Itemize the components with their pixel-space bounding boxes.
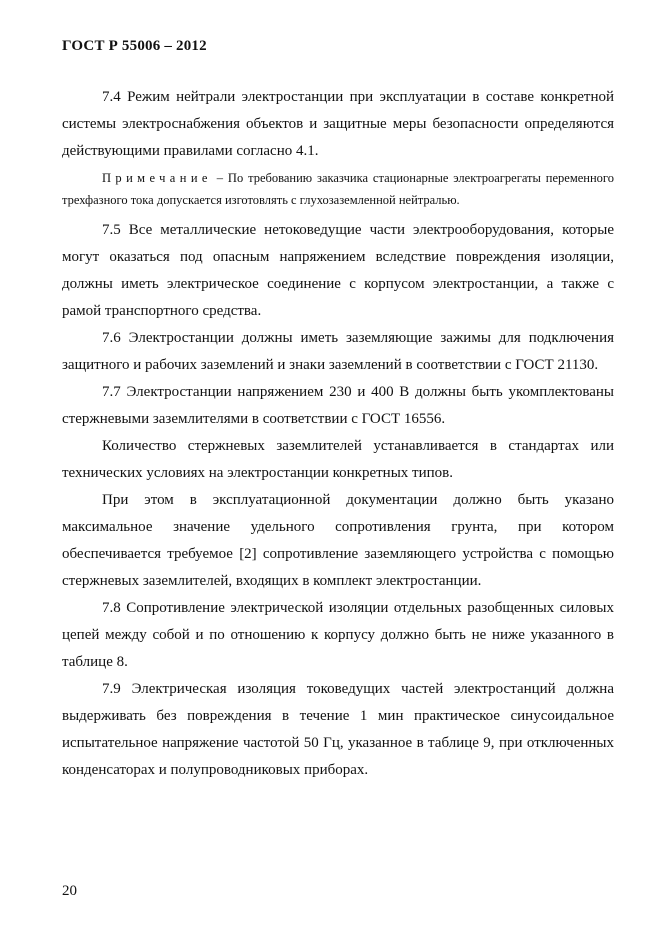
- clause-7-7-documentation: При этом в эксплуатационной документации должно быть указано максимальное значение удельного сопротивления грунта, при котором обеспечивается требуемое [2] сопротивление заземляющего устройства с помощью стержневых заземлителей, входящих в комплект электростанции.: [62, 492, 614, 589]
- note: [62, 167, 614, 211]
- clause-7-6: 7.6 Электростанции должны иметь заземляющие зажимы для подключения защитного и рабочих заземлений и знаки заземлений в соответствии с ГОСТ 21130.: [62, 330, 614, 373]
- note-label: Примечание: [102, 171, 212, 185]
- document-body: [62, 84, 614, 784]
- clause-7-7: 7.7 Электростанции напряжением 230 и 400 В должны быть укомплектованы стержневыми заземлителями в соответствии с ГОСТ 16556.: [62, 384, 614, 427]
- clause-7-5: 7.5 Все металлические нетоковедущие части электрооборудования, которые могут оказаться под опасным напряжением вследствие повреждения изоляции, должны иметь электрическое соединение с корпусом электростанции, а также с рамой транспортного средства.: [62, 222, 614, 319]
- clause-7-9: 7.9 Электрическая изоляция токоведущих частей электростанций должна выдерживать без повреждения в течение 1 мин практическое синусоидальное испытательное напряжение частотой 50 Гц, указанное в таблице 9, при отключенных конденсаторах и полупроводниковых приборах.: [62, 681, 614, 778]
- page-number: 20: [62, 883, 77, 899]
- clause-7-4: 7.4 Режим нейтрали электростанции при эксплуатации в составе конкретной системы электроснабжения объектов и защитные меры безопасности определяются действующими правилами согласно 4.1.: [62, 89, 614, 159]
- note-text: – По требованию заказчика стационарные электроагрегаты переменного трехфазного тока допускается изготовлять с глухозаземленной нейтралью.: [62, 171, 614, 207]
- clause-7-8: 7.8 Сопротивление электрической изоляции отдельных разобщенных силовых цепей между собой и по отношению к корпусу должно быть не ниже указанного в таблице 8.: [62, 600, 614, 670]
- clause-7-7-rods-count: Количество стержневых заземлителей устанавливается в стандартах или технических условиях на электростанции конкретных типов.: [62, 438, 614, 481]
- document-header: ГОСТ Р 55006 – 2012: [62, 38, 207, 54]
